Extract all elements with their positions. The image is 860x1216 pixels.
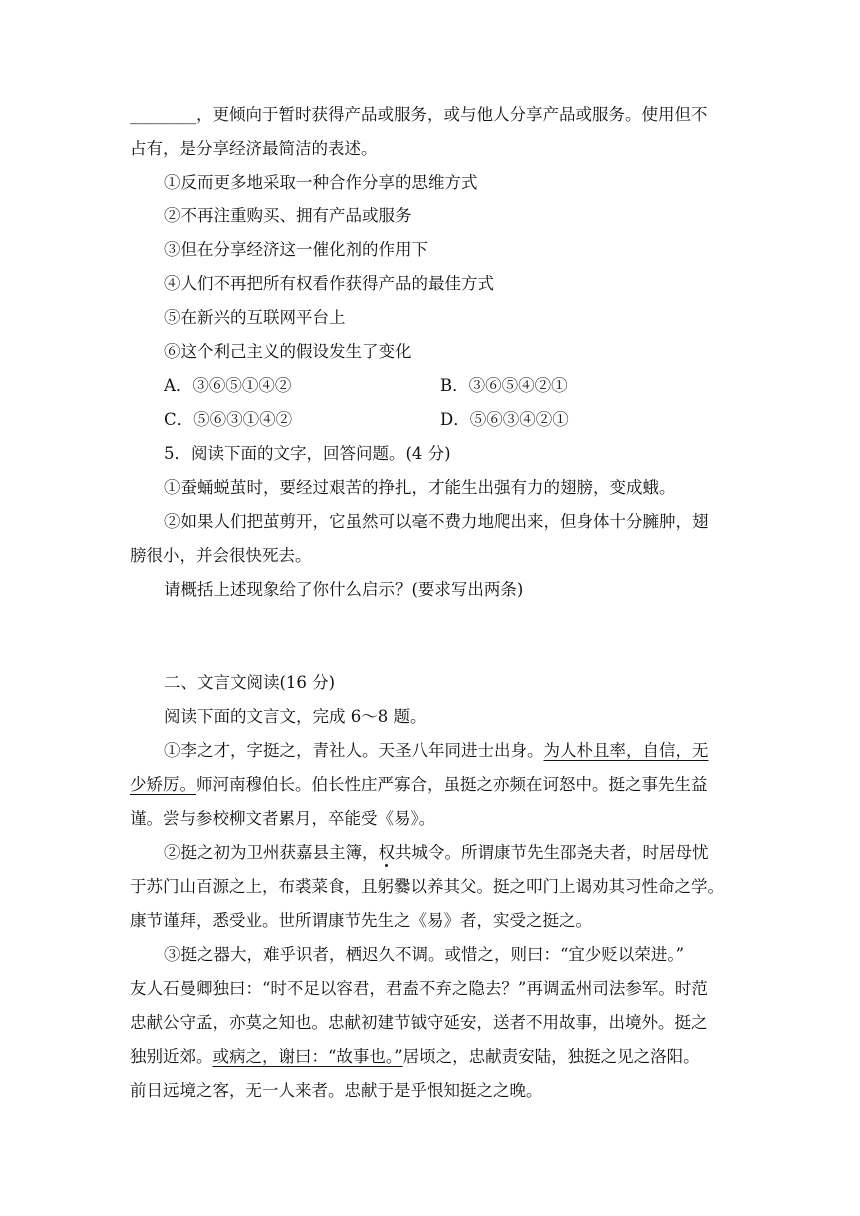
q4-item-2: ②不再注重购买、拥有产品或服务 xyxy=(164,206,412,225)
section-instruction: 阅读下面的文言文，完成 6～8 题。 xyxy=(164,707,427,726)
passage-p2-line-3: 康节谨拜，悉受业。世所谓康节先生之《易》者，实受之挺之。 xyxy=(130,911,592,930)
emphasized-char: 权 xyxy=(378,843,395,862)
passage-p3-line-1: ③挺之器大，难乎识者，栖迟久不调。或惜之，则曰：“宜少贬以荣进。” xyxy=(164,945,685,964)
q4-item-4: ④人们不再把所有权看作获得产品的最佳方式 xyxy=(164,274,494,293)
q4-option-c: C．⑤⑥③①④② xyxy=(164,410,293,429)
underlined-sentence: 为人朴且率，自信，无 xyxy=(543,741,709,760)
q4-intro-line-1: ________，更倾向于暂时获得产品或服务，或与他人分享产品或服务。使用但不 xyxy=(130,105,708,124)
q4-item-3: ③但在分享经济这一催化剂的作用下 xyxy=(164,240,428,259)
q5-paragraph-2-line-2: 膀很小，并会很快死去。 xyxy=(130,546,312,565)
q4-intro-line-2: 占有，是分享经济最简洁的表述。 xyxy=(130,139,378,158)
q5-paragraph-1: ①蚕蛹蜕茧时，要经过艰苦的挣扎，才能生出强有力的翅膀，变成蛾。 xyxy=(164,478,676,497)
passage-p2-line-1: ②挺之初为卫州获嘉县主簿，权共城令。所谓康节先生邵尧夫者，时居母忧 xyxy=(164,843,709,862)
passage-p3-line-3: 忠献公守孟，亦莫之知也。忠献初建节钺守延安，送者不用故事，出境外。挺之 xyxy=(130,1013,708,1032)
passage-p1-line-3: 谨。尝与参校柳文者累月，卒能受《易》。 xyxy=(130,809,436,828)
underlined-sentence-2: 或病之，谢曰：“故事也。” xyxy=(212,1047,403,1066)
q4-option-d: D．⑤⑥③④②① xyxy=(440,410,569,429)
q4-option-a: A．③⑥⑤①④② xyxy=(164,376,292,395)
section-heading: 二、文言文阅读(16 分) xyxy=(164,673,336,692)
q5-question: 请概括上述现象给了你什么启示？(要求写出两条) xyxy=(164,580,524,599)
underlined-sentence-end: 少矫厉。 xyxy=(130,775,196,794)
q4-item-6: ⑥这个利己主义的假设发生了变化 xyxy=(164,342,412,361)
passage-p3-line-2: 友人石曼卿独曰：“时不足以容君，君盍不弃之隐去？”再调孟州司法参军。时范 xyxy=(130,979,708,998)
q5-paragraph-2-line-1: ②如果人们把茧剪开，它虽然可以毫不费力地爬出来，但身体十分臃肿，翅 xyxy=(164,512,709,531)
q5-title: 5．阅读下面的文字，回答问题。(4 分) xyxy=(164,444,451,463)
answer-blank[interactable]: ________ xyxy=(130,105,196,124)
passage-p1-line-2: 少矫厉。师河南穆伯长。伯长性庄严寡合，虽挺之亦频在诃怒中。挺之事先生益 xyxy=(130,775,708,794)
passage-p2-line-2: 于苏门山百源之上，布裘菜食，且躬爨以养其父。挺之叩门上谒劝其习性命之学。 xyxy=(130,877,724,896)
q4-option-b: B．③⑥⑤④②① xyxy=(440,376,568,395)
passage-p3-line-5: 前日远境之客，无一人来者。忠献于是乎恨知挺之之晚。 xyxy=(130,1081,543,1100)
passage-p3-line-4: 独别近郊。或病之，谢曰：“故事也。”居顷之，忠献责安陆，独挺之见之洛阳。 xyxy=(130,1047,700,1066)
q4-item-5: ⑤在新兴的互联网平台上 xyxy=(164,308,346,327)
q4-item-1: ①反而更多地采取一种合作分享的思维方式 xyxy=(164,173,478,192)
passage-p1-line-1: ①李之才，字挺之，青社人。天圣八年同进士出身。为人朴且率，自信，无 xyxy=(164,741,709,760)
